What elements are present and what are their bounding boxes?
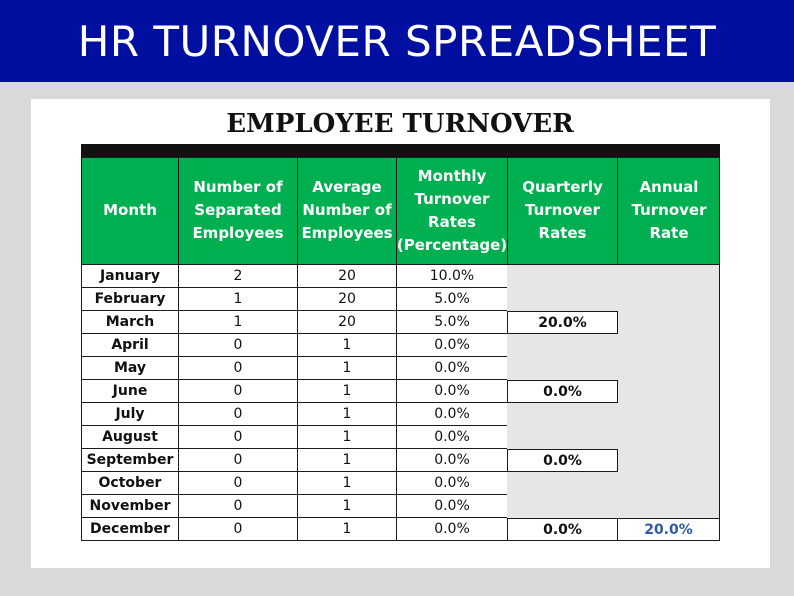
separated-cell: 0 [178, 518, 297, 541]
month-cell: May [81, 357, 178, 380]
separated-cell: 0 [178, 403, 297, 426]
quarterly-q1: 20.0% [507, 311, 618, 334]
average-cell: 1 [297, 357, 396, 380]
header-annual [617, 157, 720, 265]
monthly-rate-cell: 0.0% [396, 380, 507, 403]
month-cell: April [81, 334, 178, 357]
monthly-rate-cell: 0.0% [396, 518, 507, 541]
quarterly-q2: 0.0% [507, 380, 618, 403]
header-annual-label: Annual Turnover Rate [631, 178, 707, 242]
separated-cell: 0 [178, 426, 297, 449]
monthly-rate-cell: 0.0% [396, 403, 507, 426]
month-cell: June [81, 380, 178, 403]
separated-cell: 0 [178, 472, 297, 495]
header-monthly [396, 157, 507, 265]
header-quarterly-label: Quarterly Turnover Rates [522, 178, 603, 242]
average-cell: 1 [297, 518, 396, 541]
month-cell: October [81, 472, 178, 495]
title-divider-bar [81, 144, 720, 157]
header-month [81, 157, 178, 265]
average-cell: 1 [297, 403, 396, 426]
average-cell: 20 [297, 265, 396, 288]
monthly-rate-cell: 0.0% [396, 426, 507, 449]
average-cell: 1 [297, 426, 396, 449]
monthly-rate-cell: 0.0% [396, 357, 507, 380]
sheet-title: EMPLOYEE TURNOVER [226, 109, 574, 139]
summary-area [507, 265, 720, 541]
average-cell: 1 [297, 495, 396, 518]
separated-cell: 1 [178, 288, 297, 311]
header-average [297, 157, 396, 265]
header-quarterly [507, 157, 617, 265]
quarterly-q4: 0.0% [507, 518, 618, 541]
average-cell: 20 [297, 288, 396, 311]
average-cell: 1 [297, 334, 396, 357]
monthly-rate-cell: 0.0% [396, 334, 507, 357]
separated-cell: 0 [178, 380, 297, 403]
month-cell: March [81, 311, 178, 334]
separated-cell: 2 [178, 265, 297, 288]
month-cell: December [81, 518, 178, 541]
header-average-label: Average Number of Employees [301, 178, 393, 242]
average-cell: 1 [297, 449, 396, 472]
separated-cell: 0 [178, 334, 297, 357]
separated-cell: 0 [178, 449, 297, 472]
average-cell: 20 [297, 311, 396, 334]
quarterly-q3: 0.0% [507, 449, 618, 472]
header-monthly-label: Monthly Turnover Rates (Percentage) [396, 166, 508, 254]
banner-title: HR TURNOVER SPREADSHEET [77, 16, 717, 66]
spreadsheet-sheet [31, 99, 770, 568]
separated-cell: 1 [178, 311, 297, 334]
monthly-rate-cell: 5.0% [396, 288, 507, 311]
monthly-rate-cell: 0.0% [396, 472, 507, 495]
separated-cell: 0 [178, 495, 297, 518]
month-cell: August [81, 426, 178, 449]
month-cell: July [81, 403, 178, 426]
header-month-label: Month [103, 201, 157, 219]
average-cell: 1 [297, 380, 396, 403]
separated-cell: 0 [178, 357, 297, 380]
month-cell: September [81, 449, 178, 472]
month-cell: February [81, 288, 178, 311]
monthly-rate-cell: 0.0% [396, 449, 507, 472]
header-separated [178, 157, 297, 265]
month-cell: January [81, 265, 178, 288]
average-cell: 1 [297, 472, 396, 495]
header-separated-label: Number of Separated Employees [192, 178, 284, 242]
banner [0, 0, 794, 82]
annual-rate: 20.0% [617, 518, 720, 541]
monthly-rate-cell: 0.0% [396, 495, 507, 518]
monthly-rate-cell: 10.0% [396, 265, 507, 288]
monthly-rate-cell: 5.0% [396, 311, 507, 334]
month-cell: November [81, 495, 178, 518]
